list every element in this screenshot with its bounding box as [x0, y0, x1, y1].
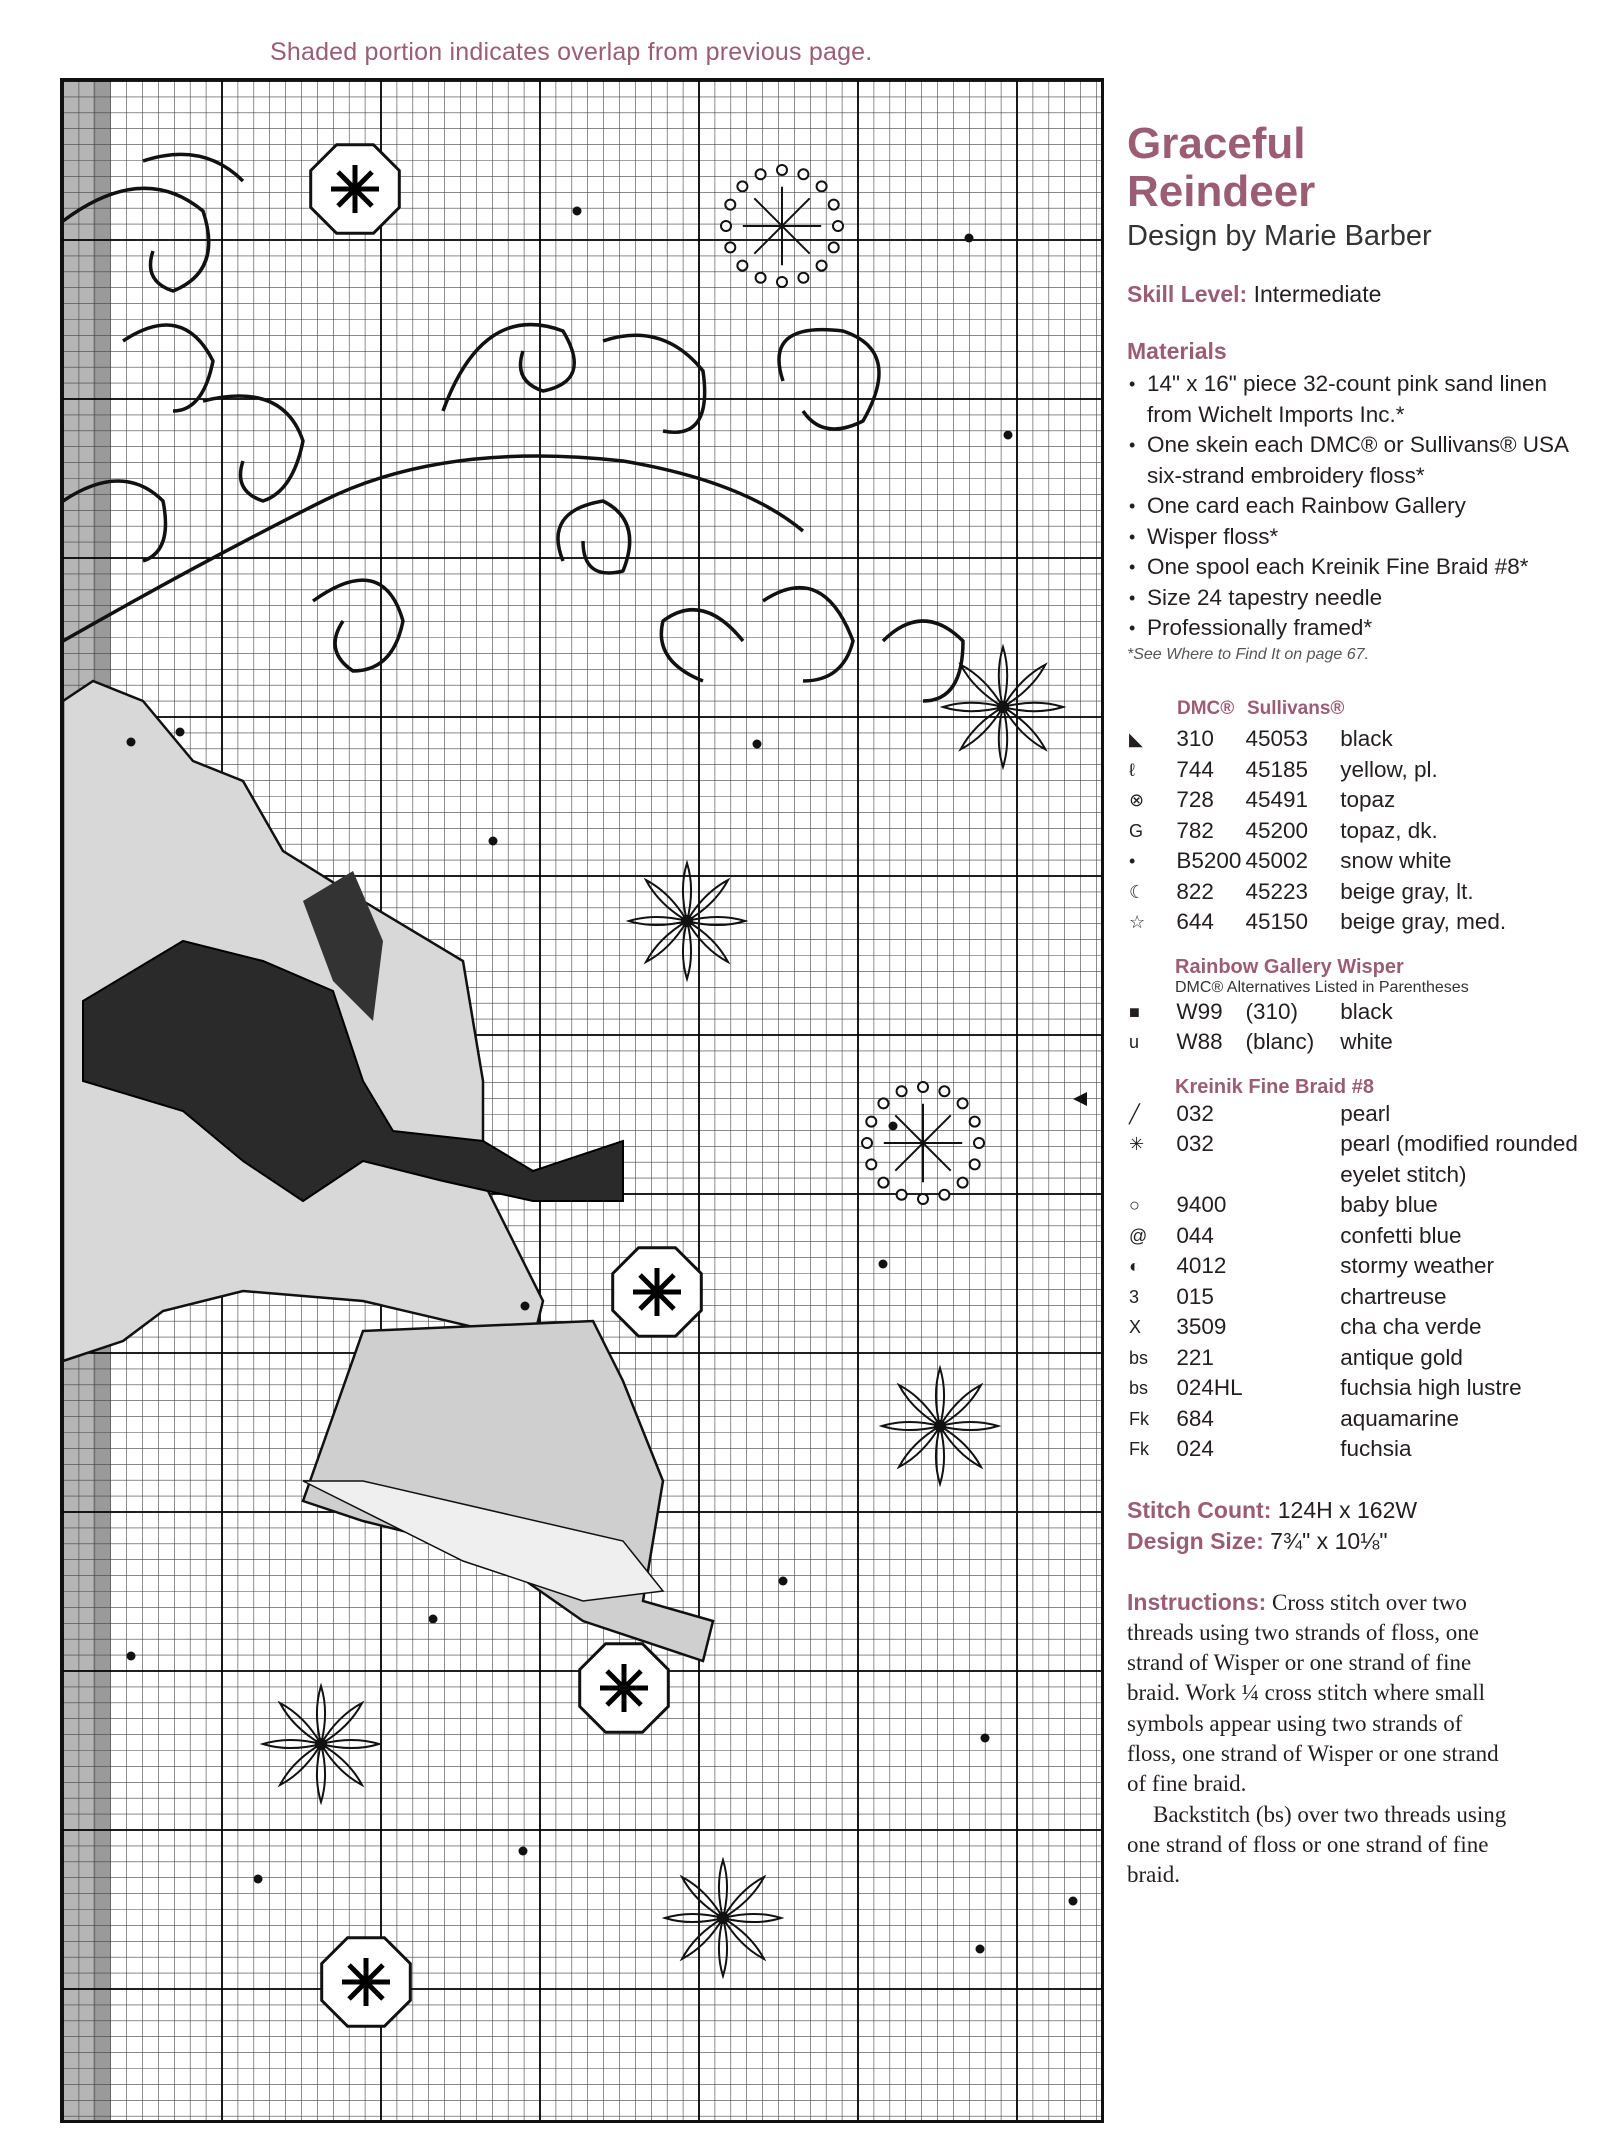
materials-footnote: *See Where to Find It on page 67.: [1127, 645, 1369, 663]
key-color-name: aquamarine: [1340, 1405, 1460, 1431]
key-symbol-icon: u: [1129, 1032, 1140, 1052]
eyelet-asterisk-icon: [600, 1664, 648, 1712]
ring-bead: [958, 1098, 968, 1108]
materials-item: • 14" x 16" piece 32-count pink sand linen from Wichelt Imports Inc.*: [1127, 369, 1587, 430]
ring-star-lines: [884, 1104, 962, 1182]
floss-key-list: [1127, 724, 1587, 938]
key-dmc-number: B5200: [1176, 848, 1242, 873]
key-row: [1127, 785, 1587, 816]
key-dmc-number: 744: [1176, 756, 1214, 782]
key-symbol-icon: ✳: [1129, 1134, 1145, 1154]
instructions-label: Instructions:: [1127, 1588, 1267, 1615]
key-sullivans-number: 45491: [1245, 787, 1309, 812]
key-symbol-icon: ⊗: [1129, 790, 1145, 810]
key-color-name: fuchsia high lustre: [1340, 1375, 1522, 1400]
french-knot: [176, 728, 185, 737]
title-line-2: Reindeer: [1127, 167, 1316, 216]
key-color-name: pearl (modified rounded eyelet stitch): [1340, 1131, 1578, 1187]
key-sullivans-number: 45053: [1245, 726, 1309, 751]
title-line-1: Graceful: [1127, 119, 1306, 168]
skill-label: Skill Level:: [1127, 281, 1248, 307]
key-row: [1127, 846, 1587, 877]
french-knot: [127, 738, 136, 747]
key-symbol-icon: ○: [1129, 1195, 1140, 1215]
french-knot: [889, 1122, 898, 1131]
french-knot: [981, 1734, 990, 1743]
key-kreinik-code: 032: [1176, 1131, 1214, 1156]
key-dmc-number: 644: [1176, 909, 1214, 934]
key-row: [1127, 1221, 1587, 1252]
key-sullivans-number: 45200: [1245, 817, 1309, 843]
skill-level: [1127, 281, 1587, 308]
ring-bead: [958, 1178, 968, 1188]
key-kreinik-code: 4012: [1176, 1253, 1227, 1278]
ring-bead: [939, 1086, 949, 1096]
key-symbol-icon: •: [1129, 851, 1136, 871]
key-color-name: stormy weather: [1340, 1253, 1495, 1278]
french-knot: [1004, 431, 1013, 440]
ring-bead: [878, 1098, 888, 1108]
key-kreinik-code: 684: [1176, 1405, 1214, 1431]
key-symbol-icon: G: [1129, 820, 1144, 841]
key-wisper-code: W88: [1176, 1029, 1223, 1054]
ring-bead: [798, 169, 808, 179]
backstitch-swirl: [313, 580, 403, 671]
key-kreinik-code: 221: [1176, 1344, 1214, 1370]
materials-item: • Size 24 tapestry needle: [1127, 583, 1587, 614]
key-symbol-icon: Fk: [1129, 1408, 1149, 1429]
designer-byline: Design by Marie Barber: [1127, 220, 1432, 252]
key-symbol-icon: ◣: [1129, 729, 1143, 749]
key-row: [1127, 816, 1587, 847]
key-symbol-icon: 3: [1129, 1286, 1140, 1307]
key-symbol-icon: @: [1129, 1225, 1148, 1246]
ring-bead: [829, 242, 839, 252]
key-dmc-alternative: (310): [1245, 998, 1298, 1024]
ring-bead: [970, 1117, 980, 1127]
key-dmc-alternative: (blanc): [1245, 1029, 1315, 1054]
french-knot: [429, 1615, 438, 1624]
key-color-name: antique gold: [1340, 1344, 1463, 1370]
key-row: [1127, 997, 1587, 1028]
key-row: [1127, 1190, 1587, 1221]
ring-bead: [721, 221, 731, 231]
french-knot: [127, 1652, 136, 1661]
eyelet-asterisk-icon: [633, 1268, 681, 1316]
snowflake-center: [717, 1912, 729, 1924]
backstitch-swirl: [603, 335, 705, 432]
key-symbol-icon: bs: [1129, 1347, 1149, 1368]
instructions-paragraph-2: Backstitch (bs) over two threads using one strand of floss or one strand of fine braid.: [1127, 1801, 1507, 1888]
ring-bead: [725, 242, 735, 252]
pattern-info: [1127, 120, 1587, 1890]
key-symbol-icon: ☆: [1129, 912, 1146, 932]
wisper-note: DMC® Alternatives Listed in Parentheses: [1175, 978, 1469, 996]
key-color-name: snow white: [1340, 848, 1452, 873]
instructions: [1127, 1587, 1507, 1891]
ring-bead: [939, 1190, 949, 1200]
key-kreinik-code: 044: [1176, 1222, 1214, 1248]
ring-bead: [737, 261, 747, 271]
ring-bead: [798, 273, 808, 283]
french-knot: [573, 207, 582, 216]
key-dmc-number: 728: [1176, 787, 1214, 812]
key-color-name: cha cha verde: [1340, 1314, 1482, 1339]
ring-bead: [737, 181, 747, 191]
french-knot: [753, 740, 762, 749]
pattern-title: [1127, 120, 1587, 216]
key-sullivans-number: 45150: [1245, 909, 1309, 934]
dmc-column-header: DMC®: [1177, 697, 1235, 719]
ring-bead: [918, 1082, 928, 1092]
instructions-paragraph-1: Cross stitch over two threads using two strands of floss, one strand of Wisper or one strand of fine braid. Work ¼ cross stitch where small symbols appear using two strands of floss, one strand of Wisper or one strand of fine braid.: [1127, 1589, 1499, 1797]
french-knot: [879, 1260, 888, 1269]
snowflake-center: [934, 1420, 946, 1432]
key-sullivans-number: 45185: [1245, 756, 1309, 782]
ring-bead: [918, 1194, 928, 1204]
french-knot: [521, 1302, 530, 1311]
ring-bead: [974, 1138, 984, 1148]
french-knot: [976, 1945, 985, 1954]
ring-bead: [756, 273, 766, 283]
key-row: [1127, 1373, 1587, 1404]
stitch-count-value: 124H x 162W: [1277, 1496, 1418, 1523]
eyelet-asterisk-icon: [331, 165, 379, 213]
stitch-chart: [60, 78, 1104, 2123]
key-color-name: black: [1340, 726, 1393, 751]
wisper-key-list: [1127, 997, 1587, 1058]
backstitch-swirl: [143, 154, 243, 181]
key-sullivans-number: 45002: [1245, 848, 1309, 873]
materials-list: [1127, 369, 1587, 644]
french-knot: [965, 234, 974, 243]
key-row: [1127, 724, 1587, 755]
key-row: [1127, 1099, 1587, 1130]
ring-bead: [878, 1178, 888, 1188]
skill-value: Intermediate: [1253, 281, 1382, 307]
backstitch-swirl: [883, 621, 963, 701]
ring-bead: [897, 1190, 907, 1200]
key-kreinik-code: 032: [1176, 1100, 1214, 1126]
ring-bead: [777, 165, 787, 175]
ring-bead: [777, 277, 787, 287]
key-kreinik-code: 015: [1176, 1283, 1214, 1309]
key-dmc-number: 782: [1176, 817, 1214, 843]
ring-bead: [829, 200, 839, 210]
pattern-stats: [1127, 1495, 1587, 1557]
kreinik-heading: Kreinik Fine Braid #8: [1175, 1075, 1374, 1098]
ring-bead: [866, 1159, 876, 1169]
ring-bead: [833, 221, 843, 231]
key-row: [1127, 1282, 1587, 1313]
backstitch-swirl: [558, 501, 630, 573]
key-row: [1127, 1129, 1587, 1190]
design-size-label: Design Size:: [1127, 1527, 1264, 1554]
key-color-name: beige gray, med.: [1340, 909, 1507, 934]
key-symbol-icon: bs: [1129, 1378, 1149, 1398]
key-row: [1127, 907, 1587, 938]
ring-bead: [970, 1159, 980, 1169]
key-kreinik-code: 9400: [1176, 1192, 1227, 1217]
french-knot: [489, 837, 498, 846]
materials-item: • One spool each Kreinik Fine Braid #8*: [1127, 552, 1587, 583]
key-dmc-number: 310: [1176, 726, 1214, 751]
materials-item: • Wisper floss*: [1127, 522, 1587, 553]
key-color-name: topaz: [1340, 787, 1396, 812]
backstitch-swirl: [763, 588, 853, 681]
key-symbol-icon: ◐: [1129, 1256, 1140, 1276]
kreinik-key-list: [1127, 1099, 1587, 1465]
design-size-value: 7¾" x 10⅛": [1270, 1527, 1388, 1554]
key-kreinik-code: 024HL: [1176, 1375, 1243, 1400]
ring-bead: [725, 200, 735, 210]
ring-bead: [862, 1138, 872, 1148]
materials-heading: Materials: [1127, 338, 1227, 364]
backstitch-swirl: [203, 396, 303, 501]
materials-item: • One card each Rainbow Gallery: [1127, 491, 1587, 522]
ring-bead: [866, 1117, 876, 1127]
wisper-heading: Rainbow Gallery Wisper: [1175, 955, 1404, 978]
key-row: [1127, 755, 1587, 786]
key-kreinik-code: 024: [1176, 1436, 1214, 1461]
snowflake-center: [315, 1738, 327, 1750]
materials-item: • One skein each DMC® or Sullivans® USA six-strand embroidery floss*: [1127, 430, 1587, 491]
key-wisper-code: W99: [1176, 998, 1223, 1024]
materials-item: • Professionally framed*: [1127, 613, 1587, 644]
snowflake-center: [681, 915, 693, 927]
ring-bead: [756, 169, 766, 179]
french-knot: [254, 1875, 263, 1884]
backstitch-swirl: [443, 325, 574, 411]
french-knot: [519, 1847, 528, 1856]
snowflake-center: [997, 701, 1009, 713]
key-row: [1127, 877, 1587, 908]
ring-bead: [897, 1086, 907, 1096]
stitch-count-label: Stitch Count:: [1127, 1496, 1272, 1523]
chart-grid: [63, 81, 1101, 2120]
key-color-name: fuchsia: [1340, 1436, 1412, 1461]
key-color-name: topaz, dk.: [1340, 817, 1438, 843]
key-color-name: chartreuse: [1340, 1283, 1447, 1309]
overlap-note: Shaded portion indicates overlap from previous page.: [270, 38, 873, 66]
key-dmc-number: 822: [1176, 878, 1214, 904]
color-key: [1127, 694, 1587, 1465]
key-symbol-icon: ╱: [1129, 1103, 1140, 1124]
key-symbol-icon: Fk: [1129, 1439, 1149, 1459]
key-row: [1127, 1434, 1587, 1465]
key-color-name: pearl: [1340, 1100, 1391, 1126]
key-row: [1127, 1404, 1587, 1435]
key-symbol-icon: X: [1129, 1317, 1142, 1337]
key-color-name: beige gray, lt.: [1340, 878, 1474, 904]
key-color-name: yellow, pl.: [1340, 756, 1438, 782]
french-knot: [779, 1577, 788, 1586]
eyelet-asterisk-icon: [342, 1958, 390, 2006]
center-arrow-icon: [1073, 1092, 1087, 1106]
key-color-name: black: [1340, 998, 1393, 1024]
ring-bead: [817, 181, 827, 191]
key-color-name: confetti blue: [1340, 1222, 1462, 1248]
key-row: [1127, 1312, 1587, 1343]
backstitch-swirl: [779, 330, 879, 429]
key-color-name: baby blue: [1340, 1192, 1438, 1217]
key-symbol-icon: ℓ: [1129, 759, 1135, 780]
sullivans-column-header: Sullivans®: [1247, 697, 1345, 719]
french-knot: [1069, 1897, 1078, 1906]
ring-bead: [817, 261, 827, 271]
key-row: [1127, 1251, 1587, 1282]
key-kreinik-code: 3509: [1176, 1314, 1227, 1339]
key-sullivans-number: 45223: [1245, 878, 1309, 904]
key-row: [1127, 1027, 1587, 1058]
key-symbol-icon: ☾: [1129, 881, 1146, 902]
ring-star-lines: [743, 187, 821, 265]
key-symbol-icon: ■: [1129, 1001, 1140, 1022]
key-color-name: white: [1340, 1029, 1393, 1054]
key-row: [1127, 1343, 1587, 1374]
